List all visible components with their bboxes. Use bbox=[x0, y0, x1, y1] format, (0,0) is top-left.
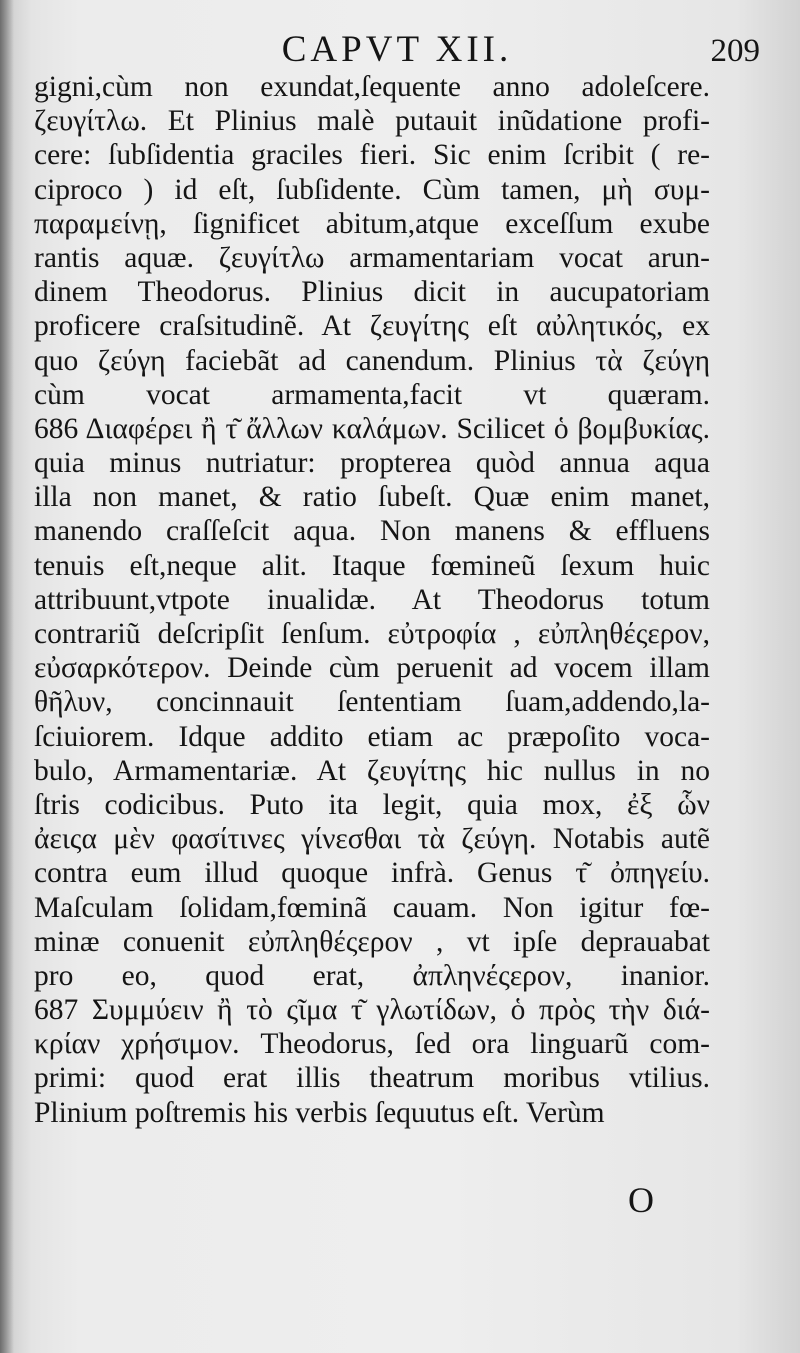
text-line: contra eum illud quoque infrà. Genus τ͂ ὀπηγείυ. bbox=[34, 857, 710, 890]
text-line: tenuis eſt,neque alit. Itaque fœmineũ ſexum huic bbox=[34, 549, 710, 582]
text-line: 687 Συμμύειν ἢ τὸ ςῖμα τ͂ γλωτίδων, ὁ πρὸς τὴν διά- bbox=[34, 994, 710, 1027]
text-line: Plinium poſtremis his verbis ſequutus eſt. Verùm bbox=[34, 1096, 605, 1129]
text-line: θῆλυν, concinnauit ſententiam ſuam,addendo,la- bbox=[34, 686, 710, 719]
text-line: cere: ſubſidentia graciles fieri. Sic enim ſcribit ( re- bbox=[34, 139, 710, 172]
text-line: primi: quod erat illis theatrum moribus vtilius. bbox=[34, 1062, 710, 1095]
text-line: bulo, Armamentariæ. At ζευγίτης hic nullus in no bbox=[34, 754, 710, 787]
body-text bbox=[34, 70, 710, 1130]
text-line: attribuunt,vtpote inualidæ. At Theodorus totum bbox=[34, 583, 710, 616]
text-line: pro eo, quod erat, ἀπληνέςερον, inanior. bbox=[34, 959, 710, 992]
text-line: illa non manet, & ratio ſubeſt. Quæ enim manet, bbox=[34, 481, 710, 514]
page-number: 209 bbox=[710, 33, 760, 69]
chapter-heading: CAPVT XII. bbox=[281, 29, 513, 70]
text-line: ſciuiorem. Idque addito etiam ac præpoſito voca- bbox=[34, 720, 710, 753]
text-line: Maſculam ſolidam,fœminã cauam. Non igitur fœ- bbox=[34, 891, 710, 924]
text-line: cùm vocat armamenta,facit vt quæram. bbox=[34, 378, 710, 411]
catchword: O bbox=[628, 1180, 654, 1220]
text-line: gigni,cùm non exundat,ſequente anno adoleſcere. bbox=[34, 71, 710, 103]
text-line: 686 Διαφέρει ἢ τ͂ ἄλλων καλάμων. Scilicet ὁ βομβυκίας. bbox=[34, 412, 710, 445]
text-line: quia minus nutriatur: propterea quòd annua aqua bbox=[34, 447, 710, 480]
text-line: παραμείνῃ, ſignificet abitum,atque exceſſum exube bbox=[34, 207, 710, 240]
text-line: minæ conuenit εὐπληθέςερον , vt ipſe deprauabat bbox=[34, 925, 710, 958]
text-line: ſtris codicibus. Puto ita legit, quia mox, ἐξ ὧν bbox=[34, 788, 710, 821]
text-line: κρίαν χρήσιμον. Theodorus, ſed ora linguarũ com- bbox=[34, 1028, 710, 1061]
text-line: εὐσαρκότερον. Deinde cùm peruenit ad vocem illam bbox=[34, 652, 710, 685]
text-line: ζευγίτλω. Et Plinius malè putauit inũdatione profi- bbox=[34, 105, 710, 138]
text-line: contrariũ deſcripſit ſenſum. εὐτροφία , εὐπληθέςερον, bbox=[34, 618, 710, 650]
text-line: manendo craſſeſcit aqua. Non manens & effluens bbox=[34, 515, 710, 548]
text-line: ἀειςα μὲν φασίτινες γίνεσθαι τὰ ζεύγη. Notabis autẽ bbox=[34, 823, 710, 856]
text-line: ciproco ) id eſt, ſubſidente. Cùm tamen, μὴ συμ- bbox=[34, 173, 710, 206]
running-head bbox=[34, 28, 760, 72]
text-line: proficere craſsitudinẽ. At ζευγίτης eſt αὐλητικός, ex bbox=[34, 310, 710, 343]
text-line: quo ζεύγη faciebãt ad canendum. Plinius τὰ ζεύγη bbox=[34, 344, 710, 377]
text-line: rantis aquæ. ζευγίτλω armamentariam vocat arun- bbox=[34, 241, 710, 274]
text-line: dinem Theodorus. Plinius dicit in aucupatoriam bbox=[34, 276, 710, 309]
